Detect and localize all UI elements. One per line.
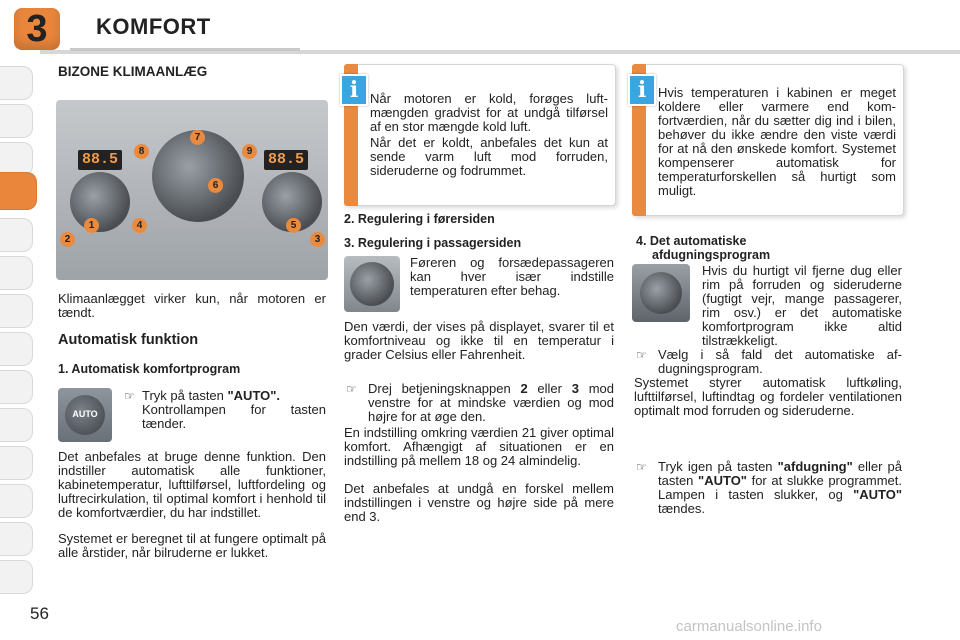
callout-7: 7: [190, 130, 205, 145]
chapter-tab-14[interactable]: [0, 560, 33, 594]
right-para1: Systemet styrer automatisk luftkøling, lufttilførsel, luftindtag og fordeler ventilationen optimalt mod forruden og sideruderne.: [634, 375, 902, 418]
watermark: carmanualsonline.info: [676, 618, 822, 635]
climate-panel-photo: [56, 100, 328, 280]
auto-para2: Systemet er beregnet til at fungere optimalt på alle årstider, når bilruderne er lukket.: [58, 531, 326, 560]
chapter-tab-13[interactable]: [0, 522, 33, 556]
temp-knob: [350, 262, 394, 306]
temp-knob-photo: [344, 256, 400, 312]
auto-para1: Det anbefales at bruge denne funktion. Den indstiller automatisk alle funktioner, kabinetemperatur, lufttilførsel, luftfordeling og luftrecirkulation, til optimal komfort i henhold til de komfortværdier, du har indstillet.: [58, 449, 326, 520]
section-title: BIZONE KLIMAANLÆG: [58, 64, 208, 79]
info-icon: i: [628, 74, 656, 106]
chapter-tab-9[interactable]: [0, 370, 33, 404]
chapter-tab-7[interactable]: [0, 294, 33, 328]
info-box-1-p1: Når motoren er kold, forøges luftmængden gradvist for at undgå tilførsel af en stor mængde kold luft.: [370, 91, 608, 134]
chapter-tab-2[interactable]: [0, 104, 33, 138]
info-box-2-p1: Hvis temperaturen i kabinen er meget koldere eller varmere end komfortværdien, når du sætter dig ind i bilen, behøver du ikke ændre den viste værdi for at nå den ønskede komfort. Systemet kompenserer automatisk for temperaturforskellen så hurtigt som muligt.: [658, 85, 896, 198]
hand-pointer-icon: ☞: [636, 348, 647, 362]
sub2-title: 2. Regulering i førersiden: [344, 212, 495, 226]
chapter-number: 3: [26, 8, 48, 50]
auto-bullet-line2: Kontrollampen for tasten: [142, 402, 326, 417]
sub3-title: 3. Regulering i passagersiden: [344, 236, 522, 250]
chapter-tab-5[interactable]: [0, 218, 33, 252]
callout-4: 4: [132, 218, 147, 233]
middle-para1: Den værdi, der vises på displayet, svarer til et komfortniveau og ikke til en temperatur i grader Celsius eller Fahrenheit.: [344, 319, 614, 362]
defrost-button: [640, 272, 682, 314]
chapter-tab-active[interactable]: [0, 172, 37, 210]
callout-1: 1: [84, 218, 99, 233]
chapter-tab-8[interactable]: [0, 332, 33, 366]
hand-pointer-icon: ☞: [346, 382, 357, 396]
right-bullet1: Vælg i så fald det automatiske afdugningsprogram.: [658, 347, 902, 376]
auto-button-label: AUTO: [72, 409, 98, 419]
chapter-tab-6[interactable]: [0, 256, 33, 290]
sub3-text: Føreren og forsædepassageren kan hver især indstille temperaturen efter behag.: [410, 255, 614, 298]
chapter-tab-1[interactable]: [0, 66, 33, 100]
auto-bullet-line3: tænder.: [142, 416, 187, 431]
sub4-title-line2: afdugningsprogram: [652, 248, 771, 262]
auto-heading: Automatisk funktion: [58, 332, 199, 348]
sub4-text: Hvis du hurtigt vil fjerne dug eller rim på forruden og sideruderne (fugtigt vejr, mange passagerer, rim osv.) er det automatiske komfortprogram ikke altid tilstrækkeligt.: [702, 263, 902, 348]
middle-para3: Det anbefales at undgå en forskel mellem indstillingen i venstre og højre side på mere end 3.: [344, 481, 614, 524]
auto-bullet-line1: Tryk på tasten "AUTO".: [142, 388, 281, 403]
left-display: 88.5: [78, 150, 122, 170]
callout-5: 5: [286, 218, 301, 233]
sub1-title: 1. Automatisk komfortprogram: [58, 362, 241, 376]
right-display: 88.5: [264, 150, 308, 170]
info-box-1-p2: Når det er koldt, anbefales det kun at sende varm luft mod forruden, sideruderne og fodrummet.: [370, 135, 608, 178]
callout-2: 2: [60, 232, 75, 247]
callout-3: 3: [310, 232, 325, 247]
auto-button-photo: [58, 388, 112, 442]
callout-9: 9: [242, 144, 257, 159]
title-underline: [70, 48, 300, 51]
middle-para2: En indstilling omkring værdien 21 giver optimal komfort. Afhængigt af situationen er en indstilling på mellem 18 og 24 almindelig.: [344, 425, 614, 468]
info-icon: i: [340, 74, 368, 106]
intro-text: Klimaanlægget virker kun, når motoren er tændt.: [58, 291, 326, 320]
left-temp-knob: [70, 172, 130, 232]
right-bullet2: Tryk igen på tasten "afdugning" eller på tasten "AUTO" for at slukke programmet. Lampen i tasten slukker, og "AUTO" tændes.: [658, 459, 903, 516]
callout-6: 6: [208, 178, 223, 193]
callout-8: 8: [134, 144, 149, 159]
chapter-tab-12[interactable]: [0, 484, 33, 518]
page-number: 56: [30, 604, 49, 623]
hand-pointer-icon: ☞: [636, 460, 647, 474]
page-title: KOMFORT: [96, 14, 211, 39]
defrost-button-photo: [632, 264, 690, 322]
chapter-tab-3[interactable]: [0, 142, 33, 176]
middle-bullet: Drej betjeningsknappen 2 eller 3 mod venstre for at mindske værdien og mod højre for at øge den.: [368, 381, 614, 424]
hand-pointer-icon: ☞: [124, 389, 135, 403]
sub4-title-line1: 4. Det automatiske: [636, 234, 747, 248]
chapter-tab-11[interactable]: [0, 446, 33, 480]
chapter-tab-10[interactable]: [0, 408, 33, 442]
